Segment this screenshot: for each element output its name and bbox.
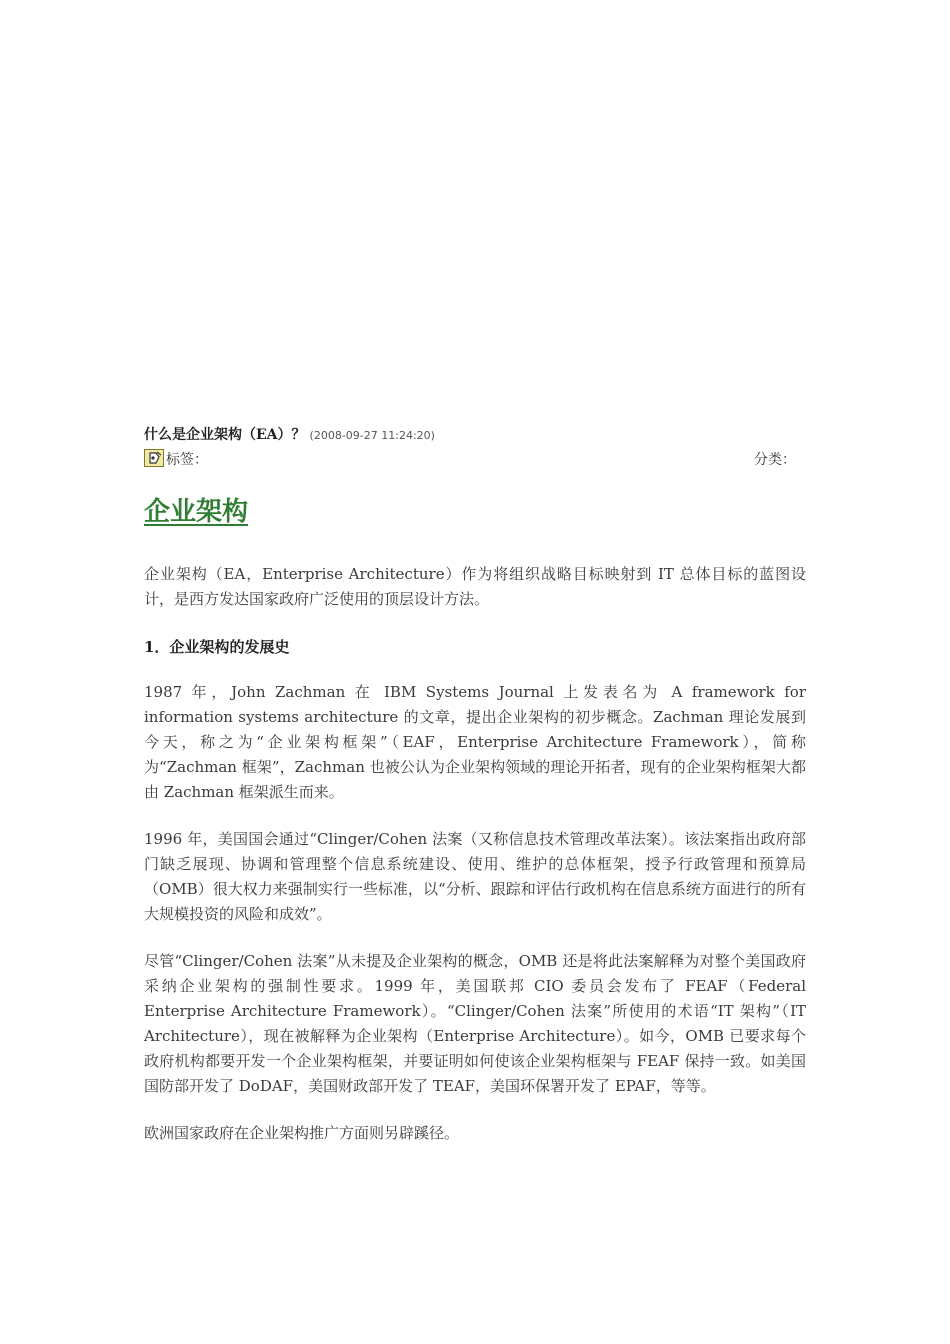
post-header	[144, 425, 806, 446]
section-title: 1．企业架构的发展史	[144, 638, 290, 656]
history-paragraph: 1987 年，John Zachman 在 IBM Systems Journal 上发表名为 A framework for information systems architecture 的文章，提出企业架构的初步概念。Zachman 理论发展到今天，称之为“企业架构框架”（EAF，Enterprise Architecture Framework），简称为“Zachman 框架”，Zachman 也被公认为企业架构领域的理论开拓者，现有的企业架构框架大都由 Zachman 框架派生而来。	[144, 683, 806, 801]
post-meta	[144, 448, 806, 472]
article-heading[interactable]: 企业架构	[144, 497, 249, 527]
intro-paragraph: 企业架构（EA，Enterprise Architecture）作为将组织战略目标映射到 IT 总体目标的蓝图设计，是西方发达国家政府广泛使用的顶层设计方法。	[144, 565, 806, 608]
history-paragraph: 1996 年，美国国会通过“Clinger/Cohen 法案（又称信息技术管理改革法案）。该法案指出政府部门缺乏展现、协调和管理整个信息系统建设、使用、维护的总体框架，授予行政管理和预算局（OMB）很大权力来强制实行一些标准，以“分析、跟踪和评估行政机构在信息系统方面进行的所有大规模投资的风险和成效”。	[144, 830, 806, 923]
tag-icon[interactable]	[144, 449, 164, 467]
post-date: (2008-09-27 11:24:20)	[309, 429, 435, 442]
history-paragraph: 尽管“Clinger/Cohen 法案”从未提及企业架构的概念，OMB 还是将此法案解释为对整个美国政府采纳企业架构的强制性要求。1999 年，美国联邦 CIO 委员会发布了 FEAF（Federal Enterprise Architecture Framework）。“Clinger/Cohen 法案”所使用的术语“IT 架构”（IT Architecture），现在被解释为企业架构（Enterprise Architecture）。如今，OMB 已要求每个政府机构都要开发一个企业架构框架，并要证明如何使该企业架构框架与 FEAF 保持一致。如美国国防部开发了 DoDAF，美国财政部开发了 TEAF，美国环保署开发了 EPAF，等等。	[144, 952, 806, 1095]
post-title: 什么是企业架构（EA）？	[144, 427, 306, 443]
blog-post	[144, 425, 806, 1146]
history-paragraph: 欧洲国家政府在企业架构推广方面则另辟蹊径。	[144, 1124, 460, 1142]
tags-label: 标签：	[166, 452, 208, 468]
category-label: 分类：	[754, 452, 796, 468]
